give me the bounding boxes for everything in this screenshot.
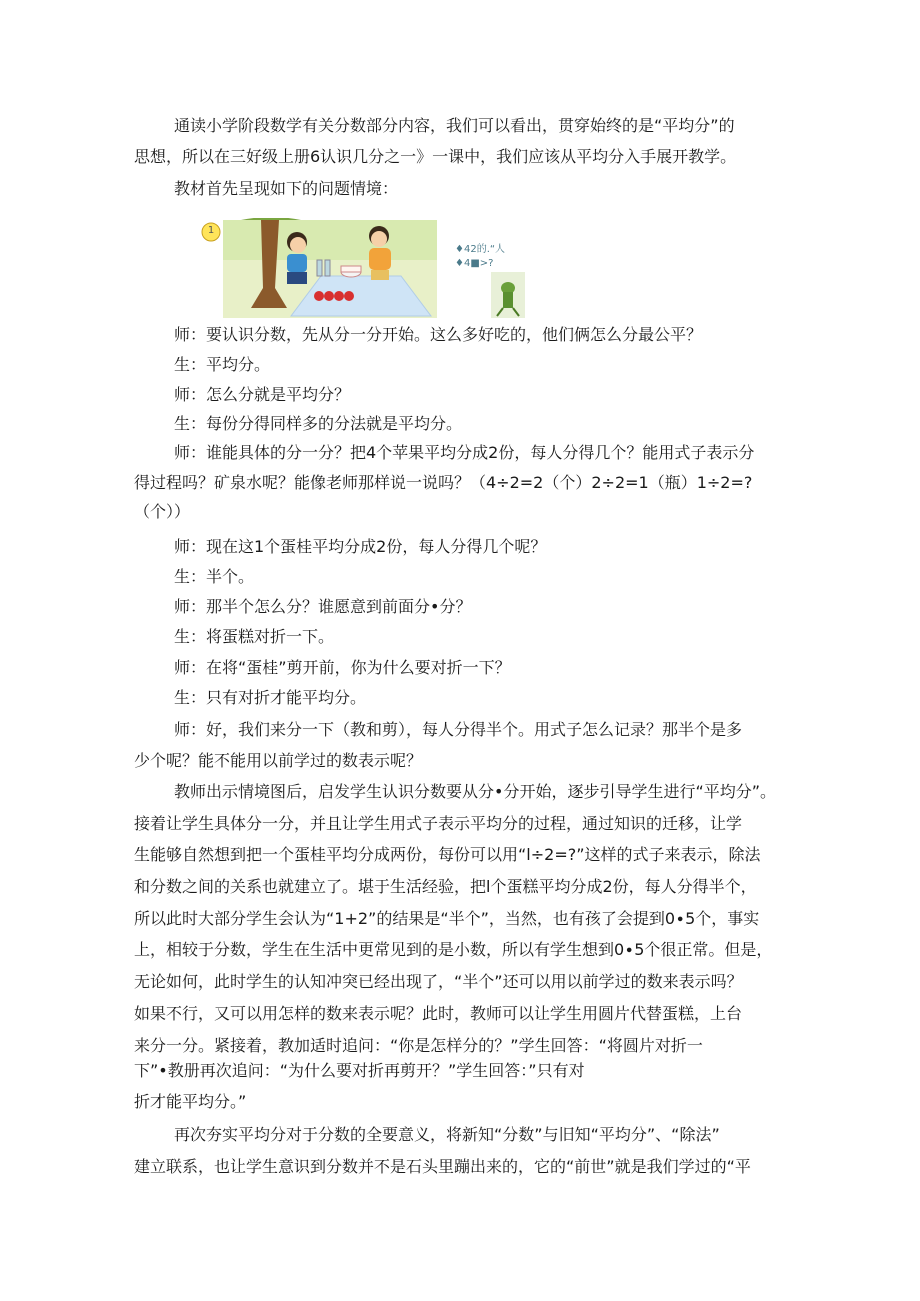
paragraph-textbook-lead: 教材首先呈现如下的问题情境： [174,179,399,198]
scene-number-badge: 1 [207,225,215,236]
dialogue-student-3: 生：半个。 [174,567,255,586]
dialogue-student-2: 生：每份分得同样多的分法就是平均分。 [174,414,463,433]
summary-paragraph-line-2: 建立联系，也让学生意识到分数并不是石头里蹦出来的，它的“前世”就是我们学过的“平 [134,1157,751,1176]
speech-bubble-line-1: ♦42的.“人 [455,244,506,255]
analysis-paragraph-line-1: 教师出示情境图后，启发学生认识分数要从分•分开始，逐步引导学生进行“平均分”。 [174,782,777,801]
dialogue-student-1: 生：平均分。 [174,355,271,374]
analysis-paragraph-line-8: 如果不行，又可以用怎样的数来表示呢？此时，教师可以让学生用圆片代替蛋糕，上台 [134,1004,743,1023]
analysis-paragraph-line-7: 无论如何，此时学生的认知冲突已经出现了，“半个”还可以用以前学过的数来表示吗？ [134,972,743,991]
analysis-paragraph-line-9: 来分一分。紧接着，教加适时追问：“你是怎样分的？”学生回答：“将圆片对折一 [134,1036,703,1055]
dialogue-student-5: 生：只有对折才能平均分。 [174,688,367,707]
analysis-paragraph-line-6: 上，相较于分数，学生在生活中更常见到的是小数，所以有学生想到0∙5个很正常。但是， [134,940,773,959]
analysis-paragraph-line-10: 下”•教册再次追问：“为什么要对折再剪开？”学生回答：”只有对 [134,1061,585,1080]
cartoon-character-icon [491,272,525,318]
analysis-paragraph-line-3: 生能够自然想到把一个蛋桂平均分成两份，每份可以用“l÷2=?”这样的式子来表示，除法 [134,845,761,864]
dialogue-student-4: 生：将蛋糕对折一下。 [174,627,335,646]
analysis-paragraph-line-2: 接着让学生具体分一分，并且让学生用式子表示平均分的过程，通过知识的迁移，让学 [134,814,743,833]
paragraph-intro-line-2: 思想，所以在三好级上册6认识几分之一》一课中，我们应该从平均分入手展开教学。 [134,147,737,166]
dialogue-teacher-7-line-2: 少个呢？能不能用以前学过的数表示呢？ [134,751,423,770]
speech-bubble-line-2: ♦4■>? [455,258,494,269]
dialogue-teacher-2: 师：怎么分就是平均分？ [174,385,351,404]
dialogue-teacher-3-line-2: 得过程吗？矿泉水呢？能像老师那样说一说吗？（4÷2=2（个）2÷2=1（瓶）1÷2=? [134,473,753,492]
summary-paragraph-line-1: 再次夯实平均分对于分数的全要意义，将新知“分数”与旧知“平均分”、“除法” [174,1125,720,1144]
dialogue-teacher-7-line-1: 师：好，我们来分一下（教和剪），每人分得半个。用式子怎么记录？那半个是多 [174,720,743,739]
analysis-paragraph-line-5: 所以此时大部分学生会认为“1+2”的结果是“半个”，当然，也有孩了会提到0∙5个，事实 [134,909,760,928]
analysis-paragraph-line-4: 和分数之间的关系也就建立了。堪于生活经验，把l个蛋糕平均分成2份，每人分得半个， [134,877,757,896]
dialogue-teacher-1: 师：要认识分数，先从分一分开始。这么多好吃的，他们俩怎么分最公平？ [174,325,703,344]
dialogue-teacher-3-line-1: 师：谁能具体的分一分？把4个苹果平均分成2份，每人分得几个？能用式子表示分 [174,443,755,462]
dialogue-teacher-3-line-3: （个）） [134,502,191,521]
paragraph-intro-line-1: 通读小学阶段数学有关分数部分内容，我们可以看出，贯穿始终的是“平均分”的 [174,116,735,135]
dialogue-teacher-4: 师：现在这1个蛋桂平均分成2份，每人分得几个呢？ [174,537,547,556]
analysis-paragraph-line-11: 折才能平均分。” [134,1092,247,1111]
dialogue-teacher-5: 师：那半个怎么分？谁愿意到前面分•分？ [174,597,472,616]
textbook-illustration [201,218,537,320]
dialogue-teacher-6: 师：在将“蛋桂”剪开前，你为什么要对折一下？ [174,658,511,677]
